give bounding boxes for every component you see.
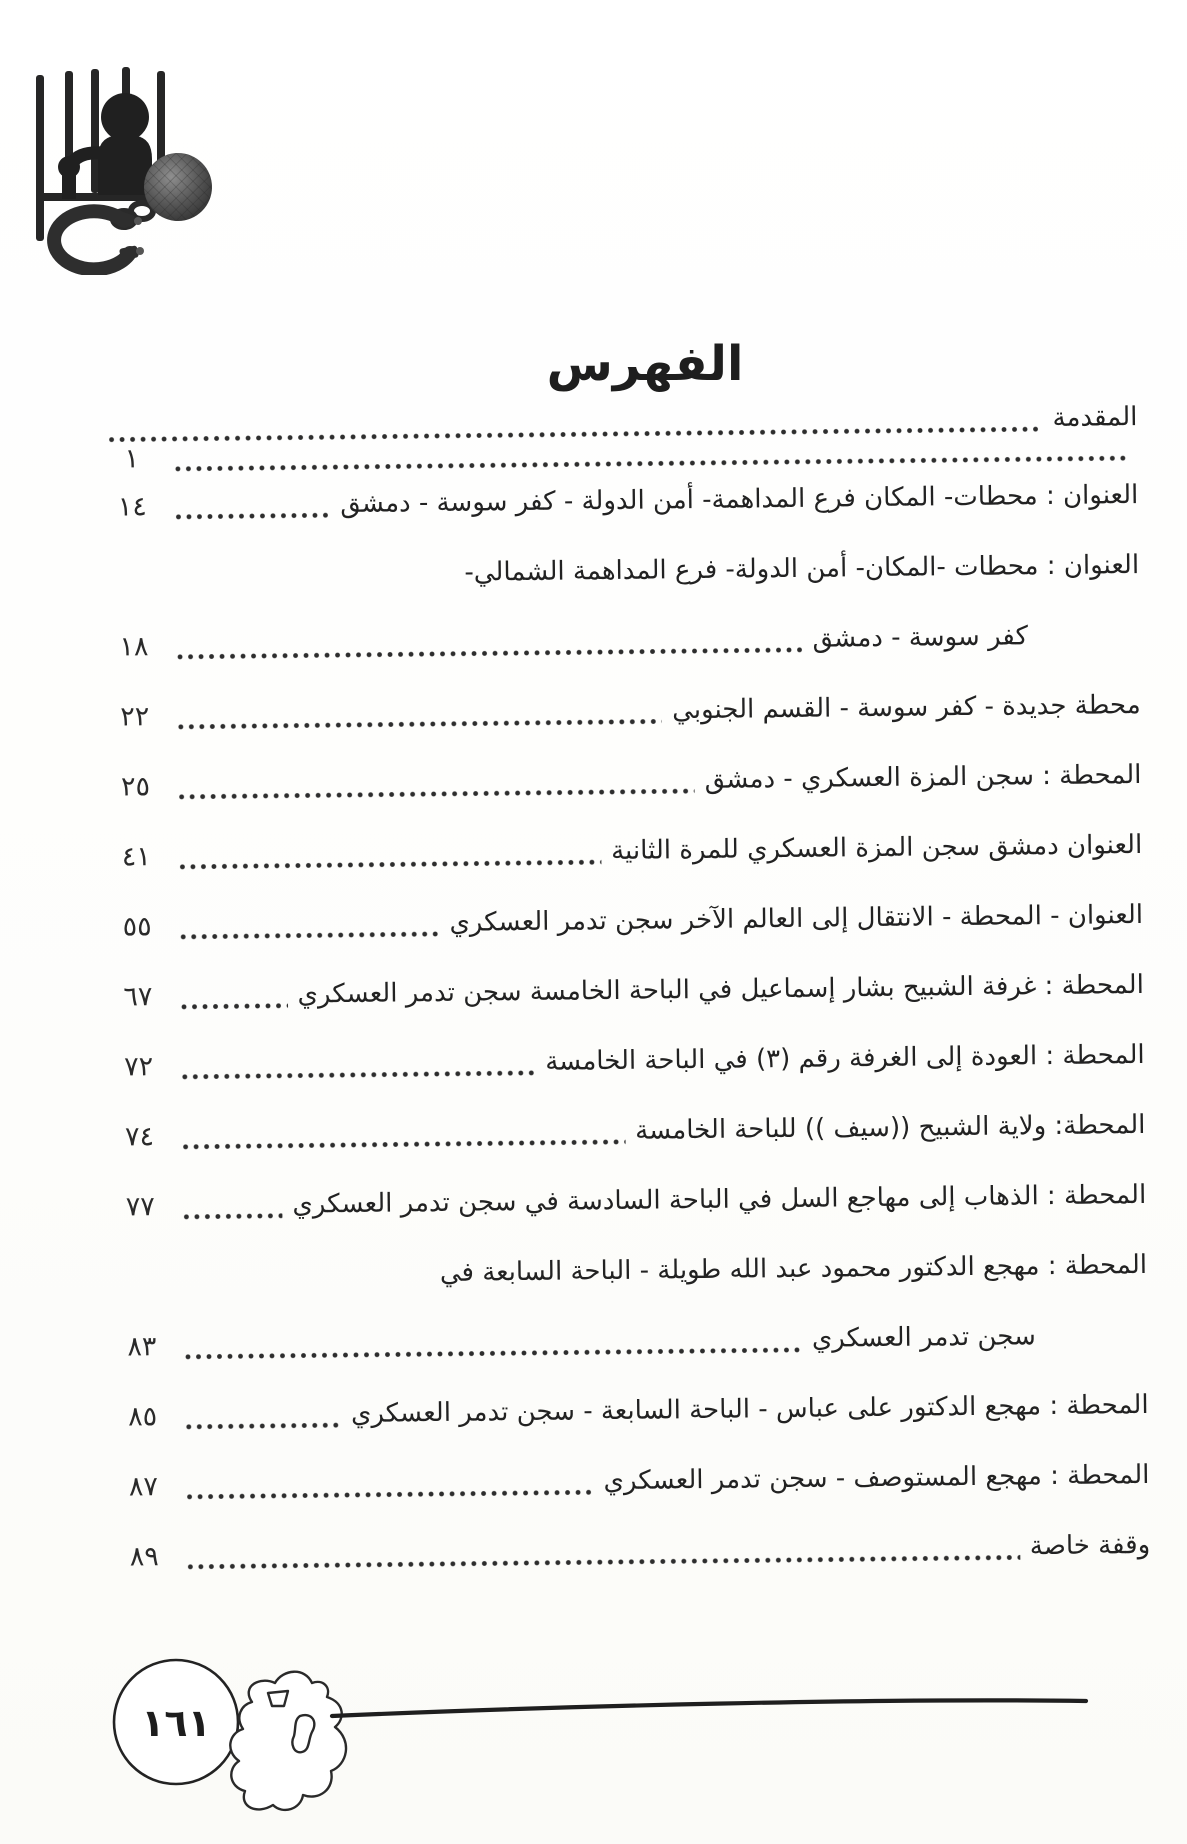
toc-entry xyxy=(102,740,1142,822)
dot-leader xyxy=(183,1213,282,1220)
toc-list xyxy=(98,382,1151,1592)
toc-entry-page-number: ٨٥ xyxy=(127,1400,158,1433)
toc-entry-title: كفر سوسة - دمشق xyxy=(812,621,1029,654)
toc-entry-page-number: ٦٧ xyxy=(123,980,153,1013)
toc-entry xyxy=(105,1020,1145,1102)
page-title: الفهرس xyxy=(546,336,744,393)
dot-leader xyxy=(185,1347,802,1360)
toc-entry-title: المقدمة xyxy=(1052,401,1138,433)
toc-entry xyxy=(105,950,1145,1032)
toc-entry-page-number: ٨٣ xyxy=(127,1330,157,1363)
toc-entry-page-number: ٢٢ xyxy=(120,700,150,733)
toc-entry xyxy=(103,810,1143,892)
dot-leader xyxy=(180,931,439,940)
toc-entry-page-number: ٧٧ xyxy=(125,1190,155,1223)
toc-entry xyxy=(106,1090,1146,1172)
dot-leader xyxy=(186,1422,341,1430)
toc-entry-title: العنوان : محطات -المكان- أمن الدولة- فرع المداهمة الشمالي- xyxy=(464,549,1140,588)
toc-entry xyxy=(108,1300,1148,1382)
toc-entry-page-number: ١٨ xyxy=(119,630,149,663)
toc-entry xyxy=(99,460,1139,542)
toc-entry xyxy=(109,1370,1149,1452)
prisoner-ball-and-chain-icon xyxy=(12,45,222,275)
toc-entry-title: العنوان - المحطة - الانتقال إلى العالم الآخر سجن تدمر العسكري xyxy=(449,899,1144,938)
dot-leader xyxy=(187,1554,1020,1569)
dot-leader xyxy=(179,788,695,800)
footer-rule-line xyxy=(332,1700,1086,1716)
toc-entry-page-number: ٨٩ xyxy=(129,1540,159,1573)
toc-entry-page-number: ٧٢ xyxy=(124,1050,154,1083)
toc-entry-title: العنوان : محطات- المكان فرع المداهمة- أمن الدولة - كفر سوسة - دمشق xyxy=(340,479,1139,519)
toc-entry-page-number: ٨٧ xyxy=(128,1470,159,1503)
toc-entry-page-number: ٧٤ xyxy=(124,1120,155,1153)
dot-leader xyxy=(175,512,330,520)
toc-entry-title: المحطة : سجن المزة العسكري - دمشق xyxy=(704,759,1142,795)
toc-entry xyxy=(100,530,1140,612)
dot-leader xyxy=(187,1489,594,1500)
toc-entry xyxy=(107,1160,1147,1242)
toc-entry-page-number: ١ xyxy=(124,442,140,474)
toc-entry-page-number: ٤١ xyxy=(121,840,151,873)
dot-leader xyxy=(183,1139,626,1150)
dot-leader xyxy=(181,1003,288,1010)
toc-entry-title: المحطة : مهجع المستوصف - سجن تدمر العسكري xyxy=(603,1459,1150,1496)
hand-drawn-blob-doodle xyxy=(230,1672,346,1810)
toc-entry xyxy=(101,600,1141,682)
toc-entry xyxy=(110,1440,1150,1522)
toc-entry-title: المحطة : مهجع الدكتور على عباس - الباحة السابعة - سجن تدمر العسكري xyxy=(350,1389,1149,1429)
toc-entry-page-number: ٥٥ xyxy=(122,910,152,943)
toc-entry-title: العنوان دمشق سجن المزة العسكري للمرة الثانية xyxy=(610,829,1143,866)
dot-leader xyxy=(182,1070,536,1080)
toc-entry xyxy=(111,1510,1151,1592)
toc-entry-title: سجن تدمر العسكري xyxy=(811,1320,1036,1354)
toc-entry xyxy=(104,880,1144,962)
toc-entry-title: محطة جديدة - كفر سوسة - القسم الجنوبي xyxy=(671,689,1141,726)
toc-entry-title: المحطة : الذهاب إلى مهاجع السل في الباحة السادسة في سجن تدمر العسكري xyxy=(292,1179,1147,1220)
dot-leader xyxy=(178,718,662,729)
toc-entry xyxy=(101,670,1141,752)
toc-entry-page-number: ٢٥ xyxy=(120,770,151,803)
toc-entry xyxy=(108,1230,1148,1312)
page-footer xyxy=(0,1638,1187,1844)
toc-entry-title: المحطة : العودة إلى الغرفة رقم (٣) في الباحة الخامسة xyxy=(545,1039,1145,1077)
toc-entry-title: المحطة : غرفة الشبيح بشار إسماعيل في الباحة الخامسة سجن تدمر العسكري xyxy=(297,969,1145,1010)
toc-entry-title: المحطة : مهجع الدكتور محمود عبد الله طويلة - الباحة السابعة في xyxy=(439,1249,1148,1288)
toc-entry-page-number: ١٤ xyxy=(117,490,148,523)
page-number: ١٦١ xyxy=(141,1701,211,1745)
dot-leader xyxy=(179,859,601,870)
toc-entry-title: المحطة: ولاية الشبيح ((سيف )) للباحة الخامسة xyxy=(634,1109,1146,1146)
toc-entry-title: وقفة خاصة xyxy=(1029,1529,1151,1562)
dot-leader xyxy=(177,647,803,660)
